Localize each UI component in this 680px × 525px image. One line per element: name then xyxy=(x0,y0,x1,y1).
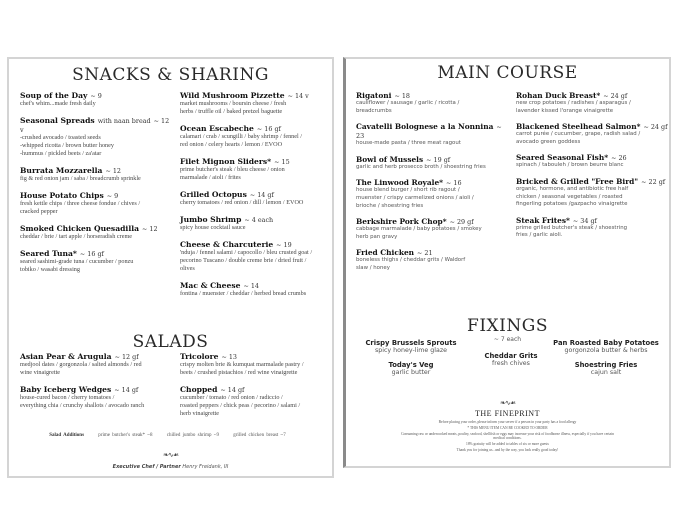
menu-item-price: ~ 4 each xyxy=(244,216,274,224)
menu-item-description: roasted peppers / chick peas / pecorino / salami / xyxy=(180,402,301,409)
menu-item xyxy=(20,352,170,377)
menu-item-price: ~ 26 xyxy=(611,154,627,163)
menu-item-description: new crop potatoes / radishes / asparagus / xyxy=(516,100,631,106)
fineprint xyxy=(346,409,669,455)
menu-item-description: chicken / seasonal vegetables / roasted xyxy=(516,193,623,200)
fixing-name: Pan Roasted Baby Potatoes xyxy=(553,339,659,347)
menu-item-description: carrot purée / cucumber, grape, radish salad / xyxy=(516,131,641,138)
menu-item-description: house blend burger / short rib ragout / xyxy=(356,187,460,194)
menu-item-title xyxy=(356,122,511,140)
flourish-ornament: ❧∿☙ xyxy=(162,451,178,459)
menu-item-name: Bowl of Mussels xyxy=(356,154,424,164)
menu-page-right xyxy=(343,57,671,468)
menu-item-price: ~ 14 gf xyxy=(220,386,245,394)
salad-addition: chilled jumbo shrimp ~9 xyxy=(166,433,219,438)
menu-item-name: Blackened Steelhead Salmon* xyxy=(516,122,641,132)
menu-item-description: herbs / truffle oil / baked pretzel baguette xyxy=(180,108,283,115)
menu-item-price: ~ 19 gf xyxy=(426,155,451,164)
menu-item-title xyxy=(180,124,330,133)
menu-item-description: seared sashimi-grade tuna / cucumber / ponzu xyxy=(20,258,134,265)
menu-item-name: Bricked & Grilled "Free Bird" xyxy=(516,176,639,186)
menu-item-description: fontina / muenster / cheddar / herbed bread crumbs xyxy=(180,290,307,297)
menu-item-price: ~ 12 xyxy=(142,225,158,233)
main-left-column xyxy=(356,91,511,280)
menu-item-description: marmalade / aioli / frites xyxy=(180,174,241,181)
menu-item-description: breadcrumbs xyxy=(356,107,392,114)
salads-title: SALADS xyxy=(132,332,209,352)
menu-item-description: avocado green goddess xyxy=(516,138,581,145)
menu-item-name: Seasonal Spreads xyxy=(20,116,95,125)
salads-left-column xyxy=(20,352,170,418)
flourish-ornament: ❧∿☙ xyxy=(499,399,515,407)
menu-item xyxy=(356,122,511,148)
menu-item-title xyxy=(356,178,511,187)
salad-additions xyxy=(9,433,332,438)
menu-item-price: ~ 13 xyxy=(221,353,237,361)
salad-addition: prime butcher's steak* ~8 xyxy=(98,433,153,438)
menu-item-title xyxy=(180,91,330,100)
menu-item xyxy=(516,216,671,240)
menu-item-description: prime butcher's steak / bleu cheese / onion xyxy=(180,166,285,173)
fineprint-line: 18% gratuity will be added to tables of six or more guests xyxy=(466,442,549,447)
menu-item xyxy=(180,281,330,298)
menu-item-name: Rohan Duck Breast* xyxy=(516,91,601,100)
menu-item-title xyxy=(20,116,170,134)
menu-item-description: spinach / tabouleh / brown beurre blanc xyxy=(516,162,624,169)
menu-item-name: Tricolore xyxy=(180,352,219,361)
menu-item-description: house-cured bacon / cherry tomatoes / xyxy=(20,394,115,401)
menu-item xyxy=(180,157,330,182)
menu-item-price: ~ 14 v xyxy=(287,92,309,100)
main-right-column xyxy=(516,91,671,247)
menu-item-description: house-made pasta / three meat ragout xyxy=(356,140,461,147)
menu-item-description: slaw / honey xyxy=(356,264,390,271)
menu-item-name: Asian Pear & Arugula xyxy=(20,352,112,361)
menu-item-price: ~ 9 xyxy=(90,92,102,100)
menu-item xyxy=(356,217,511,241)
menu-item-name: Berkshire Pork Chop* xyxy=(356,217,447,227)
fixing-name: Cheddar Grits xyxy=(484,352,538,360)
menu-item-title xyxy=(516,122,671,131)
menu-item-name: Smoked Chicken Quesadilla xyxy=(20,224,140,233)
menu-item-name: Steak Frites* xyxy=(516,215,570,225)
menu-item-title xyxy=(180,385,330,394)
menu-item-description: cabbage marmalade / baby potatoes / smokey xyxy=(356,226,482,233)
menu-item-price: ~ 16 gf xyxy=(79,250,104,258)
menu-item-description: boneless thighs / cheddar grits / Waldorf xyxy=(356,257,466,264)
menu-item-description: fig & red onion jam / saba / breadcrumb sprinkle xyxy=(20,175,141,182)
menu-item-name: Jumbo Shrimp xyxy=(180,215,242,224)
menu-item-name: The Linwood Royale* xyxy=(356,178,444,188)
menu-item-description: herb vinaigrette xyxy=(180,410,219,417)
menu-item-price: ~ 24 gf xyxy=(643,123,668,132)
menu-item xyxy=(20,224,170,241)
menu-item-description: prime grilled butcher's steak / shoestring xyxy=(516,224,628,231)
menu-item-description: market mushrooms / boursin cheese / fresh xyxy=(180,100,287,107)
menu-item-price: ~ 12 gf xyxy=(114,353,139,361)
menu-item-title xyxy=(180,240,330,249)
menu-item xyxy=(180,385,330,418)
menu-item-description: fries / garlic aioli. xyxy=(516,232,563,239)
menu-item-price: ~ 19 xyxy=(276,241,292,249)
menu-item xyxy=(516,122,671,146)
fixing-name: Today's Veg xyxy=(388,361,434,369)
menu-item-description: everything chia / crunchy shallots / avocado ranch xyxy=(20,402,145,409)
menu-item-title xyxy=(20,166,170,175)
salads-right-column xyxy=(180,352,330,426)
fineprint-line: Thank you for joining us...and by the way, you look really good today! xyxy=(456,448,559,453)
fixing-desc: fresh chives xyxy=(492,360,530,367)
menu-item-title xyxy=(180,281,330,290)
menu-item-description: olives xyxy=(180,265,195,272)
menu-item-name: Cavatelli Bolognese a la Nonnina xyxy=(356,122,494,132)
menu-item-price: ~ 23 xyxy=(356,123,502,141)
fineprint-line: Consuming raw or undercooked meats, poultry, seafood, shellfish or eggs may increase your risk of foodborne illness, especially if you have certain medical conditions. xyxy=(401,431,614,441)
menu-item-description: cucumber / tomato / red onion / radiccio / xyxy=(180,394,283,401)
menu-item-name: Filet Mignon Sliders* xyxy=(180,157,272,166)
menu-item-title xyxy=(356,91,511,100)
salad-additions-label: Salad Additions xyxy=(49,433,85,438)
chef-title: Executive Chef / Partner xyxy=(112,464,181,470)
menu-item-name: Grilled Octopus xyxy=(180,190,247,199)
fixing-desc: cajun salt xyxy=(590,369,622,376)
menu-item-subtitle: with naan bread xyxy=(97,117,151,125)
fixing-name: Crispy Brussels Sprouts xyxy=(365,339,457,347)
fixing-item xyxy=(356,361,466,376)
menu-item xyxy=(356,91,511,115)
menu-item-description: garlic and herb prosecco broth / shoestring fries xyxy=(356,163,486,170)
menu-item-description: tobiko / wasabi dressing xyxy=(20,266,80,273)
menu-item-price: ~ 21 xyxy=(417,249,433,258)
fixings-title: FIXINGS xyxy=(467,316,548,336)
menu-item-name: Mac & Cheese xyxy=(180,281,241,290)
menu-item-title xyxy=(20,191,170,200)
menu-item-title xyxy=(516,91,671,100)
menu-item-price: ~ 22 gf xyxy=(641,177,666,186)
fixing-item xyxy=(541,339,671,354)
menu-item-price: ~ 16 gf xyxy=(256,125,281,133)
menu-item-price: ~ 18 xyxy=(394,92,410,100)
menu-item-title xyxy=(20,91,170,100)
menu-item-name: Burrata Mozzarella xyxy=(20,166,103,175)
menu-item-description: pecorino Tuscano / double creme brie / dried fruit / xyxy=(180,257,307,264)
menu-item-description: 'nduja / fennel salami / capocollo / bleu crusted goat / xyxy=(180,249,313,256)
menu-item-name: Seared Seasonal Fish* xyxy=(516,153,609,163)
menu-item-price: ~ 14 xyxy=(243,282,259,290)
fixings-price: ~ 7 each xyxy=(493,336,522,343)
fineprint-line: Before placing your order, please inform your server if a person in your party has a food allergy xyxy=(438,419,577,424)
menu-item xyxy=(516,153,671,170)
menu-page-left xyxy=(7,57,334,478)
menu-item-description: brioche / shoestring fries xyxy=(356,202,424,209)
menu-item-description: fingerling potatoes /gazpacho vinaigrette xyxy=(516,201,628,208)
menu-item-description: cheddar / brie / tart apple / horseradish creme xyxy=(20,233,133,240)
menu-item-description: medjool dates / gorgonzola / salted almonds / red xyxy=(20,361,142,368)
chef-name: Henry Freidank, III xyxy=(182,464,229,470)
menu-item-title xyxy=(356,248,511,257)
fineprint-title: THE FINEPRINT xyxy=(475,409,540,418)
menu-item-description: cauliflower / sausage / garlic / ricotta / xyxy=(356,100,460,106)
menu-item-description: wine vinaigrette xyxy=(20,369,61,376)
menu-item-description: -crushed avocado / toasted seeds xyxy=(20,134,101,141)
menu-item-title xyxy=(356,217,511,226)
menu-item-name: Rigatoni xyxy=(356,91,392,100)
menu-item-price: ~ 14 gf xyxy=(114,386,139,394)
menu-item-description: cracked pepper xyxy=(20,208,58,215)
menu-item-title xyxy=(516,216,671,225)
menu-item xyxy=(180,91,330,116)
menu-item-title xyxy=(180,215,330,224)
menu-item-title xyxy=(180,352,330,361)
menu-item-price: ~ 12 v xyxy=(20,117,170,134)
menu-item-name: Wild Mushroom Pizzette xyxy=(180,91,285,100)
menu-item-name: Cheese & Charcuterie xyxy=(180,240,274,249)
menu-item xyxy=(180,124,330,149)
menu-item-name: Soup of the Day xyxy=(20,91,88,100)
snacks-title: SNACKS & SHARING xyxy=(72,65,269,85)
menu-item-description: calamari / crab / scungilli / baby shrimp / fennel / xyxy=(180,133,302,140)
menu-item-name: Fried Chicken xyxy=(356,248,415,258)
fixing-item xyxy=(356,339,466,354)
fixing-desc: gorgonzola butter & herbs xyxy=(564,347,648,354)
menu-item xyxy=(180,190,330,207)
menu-item-description: spicy house cocktail sauce xyxy=(180,224,246,231)
snacks-right-column xyxy=(180,91,330,306)
menu-item xyxy=(356,155,511,172)
menu-item-price: ~ 29 gf xyxy=(449,218,474,227)
menu-item-title xyxy=(180,190,330,199)
menu-item-description: -hummus / pickled beets / za'atar xyxy=(20,150,102,157)
menu-item-description: chef's whim...made fresh daily xyxy=(20,100,96,107)
menu-item-name: House Potato Chips xyxy=(20,191,104,200)
menu-item xyxy=(20,91,170,108)
salad-addition: grilled chicken breast ~7 xyxy=(233,433,286,438)
menu-item-description: red onion / celery hearts / lemon / EVOO xyxy=(180,141,283,148)
menu-item-description: -whipped ricotta / brown butter honey xyxy=(20,142,114,149)
menu-item xyxy=(20,116,170,158)
menu-item-description: fresh kettle chips / three cheese fondue / chives / xyxy=(20,200,141,207)
main-course-title: MAIN COURSE xyxy=(437,63,578,83)
menu-item xyxy=(180,352,330,377)
menu-item xyxy=(20,385,170,410)
fixing-name: Shoestring Fries xyxy=(574,361,638,369)
menu-item-title xyxy=(356,155,511,164)
menu-item-name: Chopped xyxy=(180,385,218,394)
menu-item-price: ~ 24 gf xyxy=(603,92,628,100)
menu-item xyxy=(20,166,170,183)
menu-item-price: ~ 14 gf xyxy=(249,191,274,199)
fineprint-line: * THIS MENU ITEM CAN BE COOKED TO ORDER xyxy=(467,425,548,430)
chef-credit xyxy=(9,464,332,470)
menu-item-title xyxy=(20,385,170,394)
menu-item-description: cherry tomatoes / red onion / dill / lemon / EVOO xyxy=(180,199,304,206)
menu-item xyxy=(516,91,671,115)
menu-item xyxy=(356,248,511,272)
menu-item-description: lavender kissed l'orange vinaigrette xyxy=(516,107,614,114)
menu-item-price: ~ 12 xyxy=(105,167,122,175)
menu-item-description: muenster / crispy carmelized onions / aioli / xyxy=(356,194,474,201)
menu-item-title xyxy=(20,352,170,361)
menu-item xyxy=(180,215,330,232)
menu-item xyxy=(180,240,330,273)
menu-item xyxy=(20,249,170,274)
menu-item-title xyxy=(20,224,170,233)
menu-item-description: beets / crushed pistachios / red wine vinaigrette xyxy=(180,369,298,376)
fixing-desc: garlic butter xyxy=(391,369,431,376)
menu-item xyxy=(356,178,511,210)
snacks-left-column xyxy=(20,91,170,282)
menu-item-description: herb pan gravy xyxy=(356,233,398,240)
menu-item-description: organic, hormone, and antibiotic free half xyxy=(516,185,629,192)
menu-item-price: ~ 9 xyxy=(106,192,119,200)
menu-item-description: crispy molten brie & kumquat marmalade pastry / xyxy=(180,361,304,368)
menu-item-name: Baby Iceberg Wedges xyxy=(20,385,112,394)
fixing-item xyxy=(541,361,671,376)
fixing-desc: spicy honey-lime glaze xyxy=(374,347,448,354)
menu-item-name: Ocean Escabeche xyxy=(180,124,254,133)
menu-item-price: ~ 15 xyxy=(274,158,290,166)
menu-item-name: Seared Tuna* xyxy=(20,249,77,258)
menu-item-title xyxy=(180,157,330,166)
menu-item-title xyxy=(516,177,671,186)
menu-item xyxy=(20,191,170,216)
menu-item-title xyxy=(516,153,671,162)
menu-item-price: ~ 34 gf xyxy=(572,216,597,225)
menu-item-title xyxy=(20,249,170,258)
menu-item xyxy=(516,177,671,209)
menu-item-price: ~ 16 xyxy=(446,179,462,188)
